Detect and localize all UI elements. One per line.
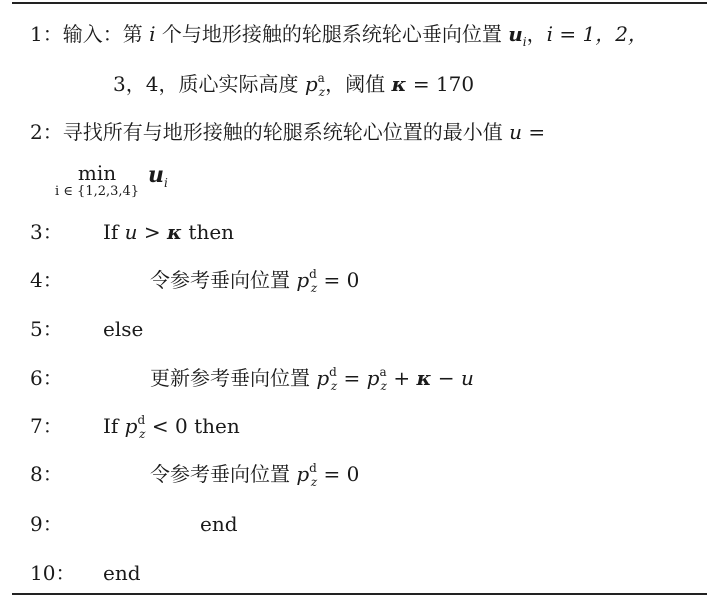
line-text: 令参考垂向位置 [150, 462, 290, 486]
colon: ： [42, 414, 63, 438]
algo-line-7-body [103, 414, 240, 441]
algo-line-7 [30, 414, 63, 438]
assignment: = 0 [323, 462, 360, 486]
line-text-rest: 个与地形接触的轮腿系统轮心垂向位置 [161, 22, 502, 46]
equals: = [343, 366, 361, 390]
var-p: p [124, 414, 138, 438]
colon: ： [42, 462, 63, 486]
colon: ： [42, 120, 63, 144]
separator: ， [526, 22, 547, 46]
subscript-z: z [310, 475, 318, 489]
algo-line-10 [30, 561, 75, 585]
plus: + [393, 366, 411, 390]
subscript-z: z [310, 281, 318, 295]
line-number: 1 [30, 22, 43, 46]
superscript-d: d [309, 461, 317, 475]
algo-line-5 [30, 317, 63, 341]
var-u: u [509, 120, 522, 144]
equals: = [528, 120, 546, 144]
superscript-d: d [329, 365, 337, 379]
algo-line-9 [30, 512, 63, 536]
minus: − [437, 366, 455, 390]
var-kappa: κ [391, 72, 407, 96]
line-number: 9 [30, 512, 43, 536]
subscript-i: i [522, 35, 527, 49]
bottom-rule [12, 593, 707, 595]
algo-line-9-body [200, 512, 238, 536]
line-number: 5 [30, 317, 43, 341]
superscript-d: d [137, 413, 146, 427]
var-p: p [296, 462, 310, 486]
superscript-a: a [379, 365, 387, 379]
var-p: p [366, 366, 380, 390]
line-text: 输入：第 [62, 22, 143, 46]
var-u: u [124, 220, 138, 244]
colon: ： [42, 366, 63, 390]
colon: ： [42, 317, 63, 341]
algo-line-5-body [103, 317, 143, 341]
colon: ： [55, 561, 76, 585]
algo-line-6-body [150, 366, 474, 393]
algo-line-3 [30, 220, 63, 244]
line-number: 3 [30, 220, 43, 244]
algo-line-6 [30, 366, 63, 390]
min-word: min [77, 161, 117, 185]
subscript-z: z [380, 379, 387, 393]
algo-line-2 [30, 120, 545, 144]
var-u-bold: u [148, 162, 164, 188]
operator: > [143, 220, 161, 244]
subscript-z: z [139, 427, 146, 441]
superscript-a: a [317, 71, 325, 85]
var-i: i [149, 22, 156, 46]
subscript-z: z [318, 85, 326, 99]
keyword-else: else [103, 317, 144, 341]
line-text: 3，4，质心实际高度 [113, 72, 299, 96]
algo-line-3-body [103, 220, 234, 244]
colon: ： [42, 268, 63, 292]
colon: ： [42, 220, 63, 244]
algo-line-8-body [150, 462, 359, 489]
algo-line-1-cont [113, 72, 474, 99]
line-number: 4 [30, 268, 43, 292]
line-number: 8 [30, 462, 43, 486]
min-range: i ∈ {1,2,3,4} [55, 184, 140, 199]
algo-line-10-body [103, 561, 141, 585]
algo-line-4 [30, 268, 63, 292]
var-u-bold: u [508, 22, 523, 46]
var-kappa: κ [416, 366, 432, 390]
colon: ： [42, 22, 63, 46]
line-text: 寻找所有与地形接触的轮腿系统轮心位置的最小值 [62, 120, 503, 144]
assignment: = 0 [323, 268, 360, 292]
threshold-value: = 170 [412, 72, 475, 96]
top-rule [12, 2, 707, 4]
keyword-end: end [200, 512, 238, 536]
keyword-then: then [188, 220, 235, 244]
operator: < 0 [151, 414, 188, 438]
var-u: u [460, 366, 474, 390]
index-range: i = 1，2， [546, 22, 648, 46]
algo-line-4-body [150, 268, 359, 295]
keyword-if: If [103, 220, 119, 244]
line-number: 6 [30, 366, 43, 390]
colon: ： [42, 512, 63, 536]
line-text-tail: ，阈值 [325, 72, 386, 96]
var-p: p [304, 72, 318, 96]
var-p: p [296, 268, 310, 292]
subscript-i: i [164, 176, 168, 190]
line-number: 2 [30, 120, 43, 144]
keyword-end: end [103, 561, 141, 585]
keyword-then: then [194, 414, 240, 438]
var-p: p [316, 366, 330, 390]
superscript-d: d [309, 267, 317, 281]
var-kappa: κ [167, 220, 183, 244]
line-number: 7 [30, 414, 43, 438]
subscript-z: z [330, 379, 338, 393]
line-number: 10 [30, 561, 56, 585]
min-argument [148, 162, 168, 188]
line-text: 更新参考垂向位置 [150, 366, 310, 390]
algo-line-1 [30, 22, 648, 49]
keyword-if: If [103, 414, 119, 438]
algo-line-8 [30, 462, 63, 486]
min-operator [55, 162, 139, 200]
line-text: 令参考垂向位置 [150, 268, 290, 292]
